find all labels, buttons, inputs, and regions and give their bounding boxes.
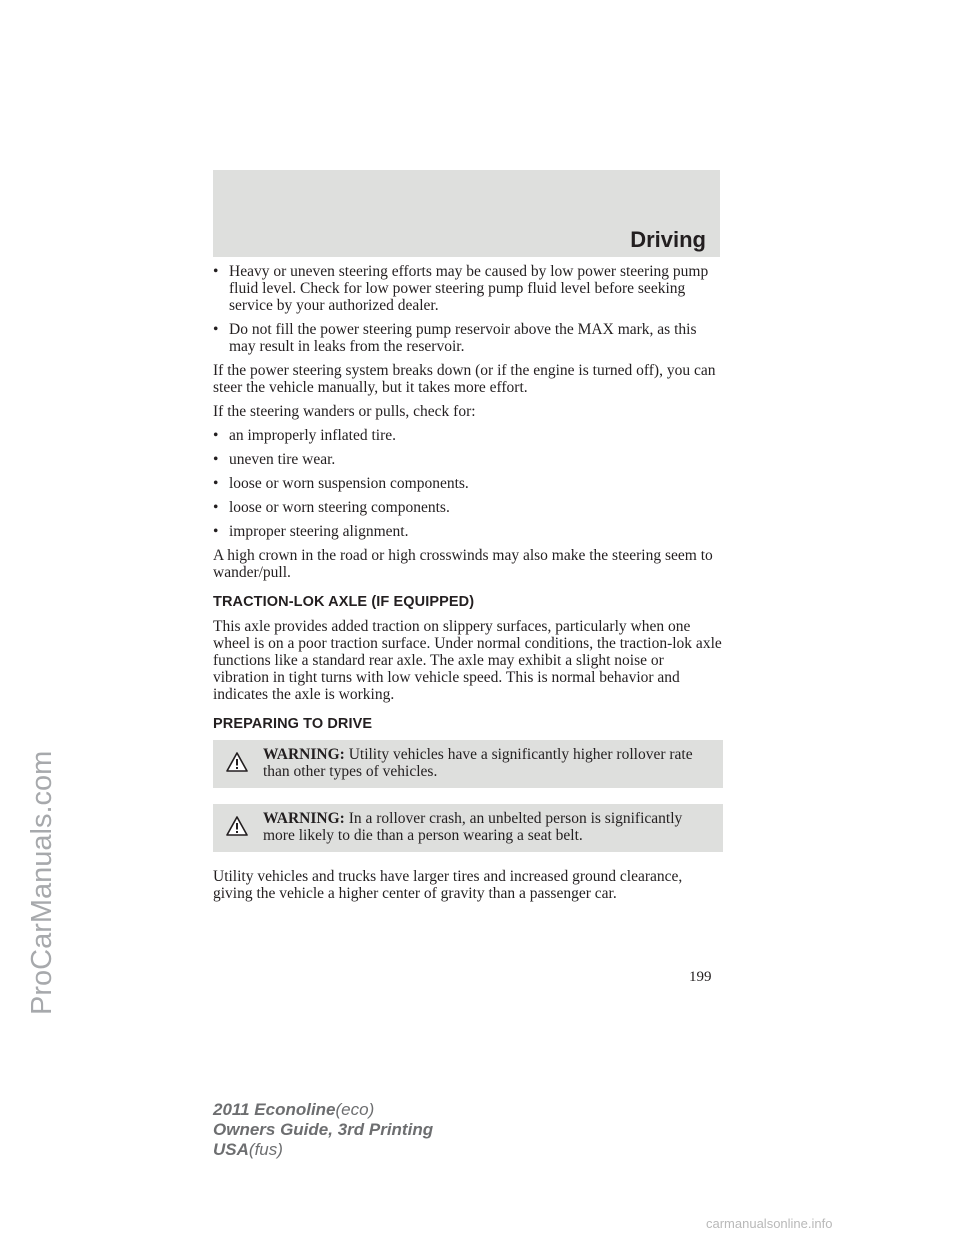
footer-model-code: (eco) <box>335 1100 375 1119</box>
list-item-text: improper steering alignment. <box>229 523 409 540</box>
warning-triangle-icon <box>226 752 248 772</box>
warning-label: WARNING: <box>263 810 345 827</box>
warning-box <box>213 740 723 788</box>
paragraph-wanders: If the steering wanders or pulls, check for: <box>213 403 476 420</box>
paragraph-utility: Utility vehicles and trucks have larger tires and increased ground clearance, giving the vehicle a higher center of gravity than a passenger car. <box>213 868 683 902</box>
list-item-text: uneven tire wear. <box>229 451 336 468</box>
footer-market: USA <box>213 1140 249 1159</box>
bullet-glyph: • <box>213 321 219 338</box>
warning-text: In a rollover crash, an unbelted person is significantly more likely to die than a person wearing a seat belt. <box>263 810 683 844</box>
paragraph-crown: A high crown in the road or high crosswinds may also make the steering seem to wander/pull. <box>213 547 713 581</box>
warning-triangle-icon <box>226 816 248 836</box>
bullet-glyph: • <box>213 451 219 468</box>
list-item <box>213 499 723 516</box>
list-item <box>213 475 723 492</box>
list-item-text: loose or worn suspension components. <box>229 475 469 492</box>
bullet-glyph: • <box>213 523 219 540</box>
warning-label: WARNING: <box>263 746 345 763</box>
list-item <box>213 427 723 444</box>
list-item-text: loose or worn steering components. <box>229 499 450 516</box>
footer-model: 2011 Econoline <box>213 1100 336 1119</box>
side-watermark: ProCarManuals.com <box>26 750 58 1015</box>
preparing-heading: PREPARING TO DRIVE <box>213 716 373 732</box>
list-item <box>213 451 723 468</box>
traction-paragraph: This axle provides added traction on slippery surfaces, particularly when one wheel is on a poor traction surface. Under normal conditions, the traction-lok axle functions like a standard rear axle. The axle may exhibit a slight noise or vibration in tight turns with low vehicle speed. This is normal behavior and indicates the axle is working. <box>213 618 722 703</box>
bullet-glyph: • <box>213 475 219 492</box>
bullet-glyph: • <box>213 499 219 516</box>
page-number: 199 <box>689 969 712 985</box>
bullet-glyph: • <box>213 427 219 444</box>
footer-line-1 <box>213 1100 433 1120</box>
bottom-watermark: carmanualsonline.info <box>706 1216 833 1231</box>
list-item-text: an improperly inflated tire. <box>229 427 396 444</box>
paragraph-breakdown: If the power steering system breaks down (or if the engine is turned off), you can steer the vehicle manually, but it takes more effort. <box>213 362 716 396</box>
list-item <box>213 321 723 355</box>
footer-line-2 <box>213 1120 433 1140</box>
section-header-band <box>213 170 720 257</box>
footer-market-code: (fus) <box>248 1140 283 1159</box>
page-content <box>213 263 723 909</box>
list-item-text: Do not fill the power steering pump reservoir above the MAX mark, as this may result in leaks from the reservoir. <box>229 321 697 355</box>
section-title: Driving <box>630 227 706 252</box>
list-item <box>213 263 723 314</box>
traction-heading: TRACTION-LOK AXLE (IF EQUIPPED) <box>213 594 475 610</box>
list-item <box>213 523 723 540</box>
bullet-glyph: • <box>213 263 219 280</box>
footer-line-3 <box>213 1140 433 1160</box>
list-item-text: Heavy or uneven steering efforts may be caused by low power steering pump fluid level. Check for low power steering pump fluid level before seeking service by your authorized dealer. <box>229 263 709 314</box>
warning-box <box>213 804 723 852</box>
footer-guide: Owners Guide, 3rd Printing <box>213 1120 434 1139</box>
warning-text: Utility vehicles have a significantly higher rollover rate than other types of vehicles. <box>263 746 693 780</box>
footer <box>213 1100 433 1160</box>
